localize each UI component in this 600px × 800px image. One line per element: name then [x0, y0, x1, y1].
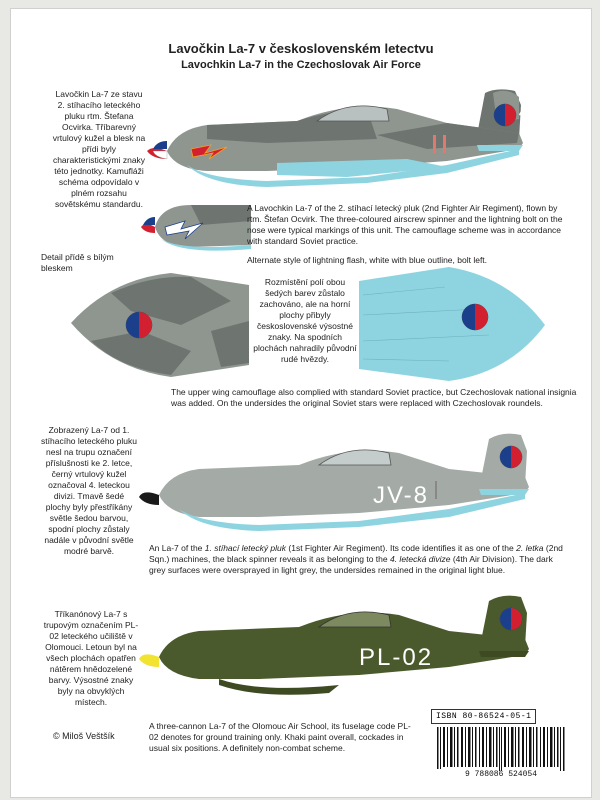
plane2-code: JV-8	[373, 482, 430, 509]
plane1-caption-czech: Lavočkin La-7 ze stavu 2. stíhacího leteckého pluku rtm. Štefana Ocvirka. Tříbarevný vrtulový kužel a blesk na přídi byly charakteristickými znaky této jednotky. Kamufláži schéma odpovídalo v plném rozsahu sovětskému standardu.	[52, 89, 146, 209]
copyright: © Miloš Veštšík	[53, 731, 115, 741]
isbn-label: ISBN 80-86524-05-1	[431, 709, 536, 724]
plane1-number: 4	[519, 106, 526, 120]
plane2-caption-english: An La-7 of the 1. stíhací letecký pluk (1st Fighter Air Regiment). Its code identifies it as one of the 2. letka (2nd Sqn.) machines, the black spinner reveals it as belonging to the 4. letecká divize (4th Air Division). The dark grey surfaces were oversprayed in light grey, the undersides remained in the original light blue.	[149, 543, 563, 575]
plane2-illustration	[139, 429, 539, 547]
plane3-illustration	[139, 589, 539, 705]
nose-detail-illustration	[141, 199, 251, 255]
wings-caption-english: The upper wing camouflage also complied with standard Soviet practice, but Czechoslovak national insignia was added. On the undersides the original Soviet stars were replaced with Czechoslovak roundels.	[171, 387, 577, 408]
plane3-caption-czech: Tříkanónový La-7 s trupovým označením PL-02 leteckého učiliště v Olomouci. Letoun byl na všech plochách opatřen nátěrem hnědozelené barvy. Výsostné znaky byly na obvyklých místech.	[43, 609, 139, 707]
plane1-caption-english: A Lavochkin La-7 of the 2. stíhací letecký pluk (2nd Fighter Air Regiment), flown by rtm. Štefan Ocvirk. The three-coloured airscrew spinner and the lightning bolt on the nose were typical markings of this unit. The camouflage scheme was in accordance with standard Soviet practice.	[247, 203, 563, 246]
detail-caption-english: Alternate style of lightning flash, white with blue outline, bolt left.	[247, 255, 488, 265]
plane3-caption-english: A three-cannon La-7 of the Olomouc Air School, its fuselage code PL-02 denotes for ground training only. Khaki paint overall, cockades in usual six positions. A definitely non-combat scheme.	[149, 721, 411, 753]
lower-wing-illustration	[359, 265, 545, 383]
barcode-number: 9 788086 524054	[464, 770, 538, 779]
title-czech: Lavočkin La-7 v československém letectvu	[168, 41, 434, 56]
page	[10, 8, 592, 798]
title-english: Lavochkin La-7 in the Czechoslovak Air Force	[181, 59, 421, 71]
plane2-caption-czech: Zobrazený La-7 od 1. stíhacího leteckého pluku nesl na trupu označení příslušnosti ke 2. letce, černý vrtulový kužel označoval 4. leteckou divizi. Tmavě šedé plochy byly přestříkány světle šedou barvou, spodní plochy zůstaly nadále v původní světle modré barvě.	[41, 425, 137, 556]
wings-caption-czech: Rozmístění polí obou šedých barev zůstalo zachováno, ale na horní plochy přibyly československé výsostné znaky. Na spodních plochách nahradily původní rudé hvězdy.	[253, 277, 357, 364]
barcode	[431, 725, 571, 777]
plane3-code: PL-02	[359, 644, 434, 671]
plane1-illustration	[147, 79, 537, 209]
detail-caption-czech: Detail přídě s bílým bleskem	[41, 252, 114, 273]
upper-wing-illustration	[71, 271, 251, 381]
